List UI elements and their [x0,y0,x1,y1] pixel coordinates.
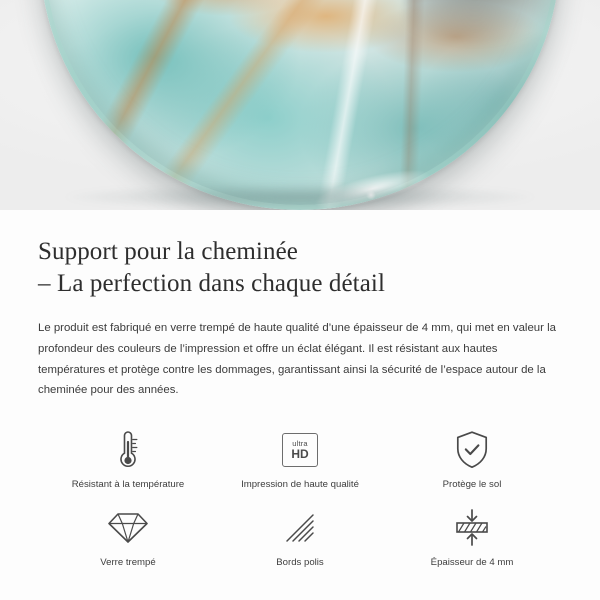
ultra-hd-icon-top-text: ultra [292,438,308,448]
ultra-hd-icon-bottom-text: HD [291,447,309,462]
glass-panel-image [40,0,560,210]
ultra-hd-icon [282,427,318,473]
feature-thickness [386,505,558,569]
feature-label: Résistant à la température [71,479,185,490]
feature-temperature-resistant [42,427,214,491]
feature-label: Impression de haute qualité [241,479,359,490]
hero-image [0,0,600,210]
glass-drop-shadow [65,184,535,210]
polished-edges-icon [283,505,317,551]
thermometer-icon [115,427,141,473]
feature-high-quality-print [214,427,386,491]
feature-grid [38,423,562,570]
shield-check-icon [454,427,490,473]
abstract-art-dark-blot [404,0,560,47]
diamond-icon [107,505,149,551]
feature-polished-edges [214,505,386,569]
feature-floor-protection [386,427,558,491]
page-title-line-1: Support pour la cheminée [38,238,298,265]
page-title [38,236,562,300]
feature-label: Verre trempé [100,557,156,569]
feature-label: Protège le sol [442,479,502,490]
feature-tempered-glass [42,505,214,569]
feature-label: Épaisseur de 4 mm [430,557,514,569]
feature-label: Bords polis [276,557,324,569]
product-description-text: Le produit est fabriqué en verre trempé de haute qualité d’une épaisseur de 4 mm, qui met en valeur la profondeur des couleurs de l’impression et offre un éclat élégant. Il est résistant aux hautes températures et protège contre les dommages, garantissant ainsi la sécurité de l’espace autour de la cheminée pour des années. [38,322,556,397]
thickness-arrows-icon [451,505,493,551]
content-section [0,210,600,570]
page-title-line-2: – La perfection dans chaque détail [38,270,385,297]
